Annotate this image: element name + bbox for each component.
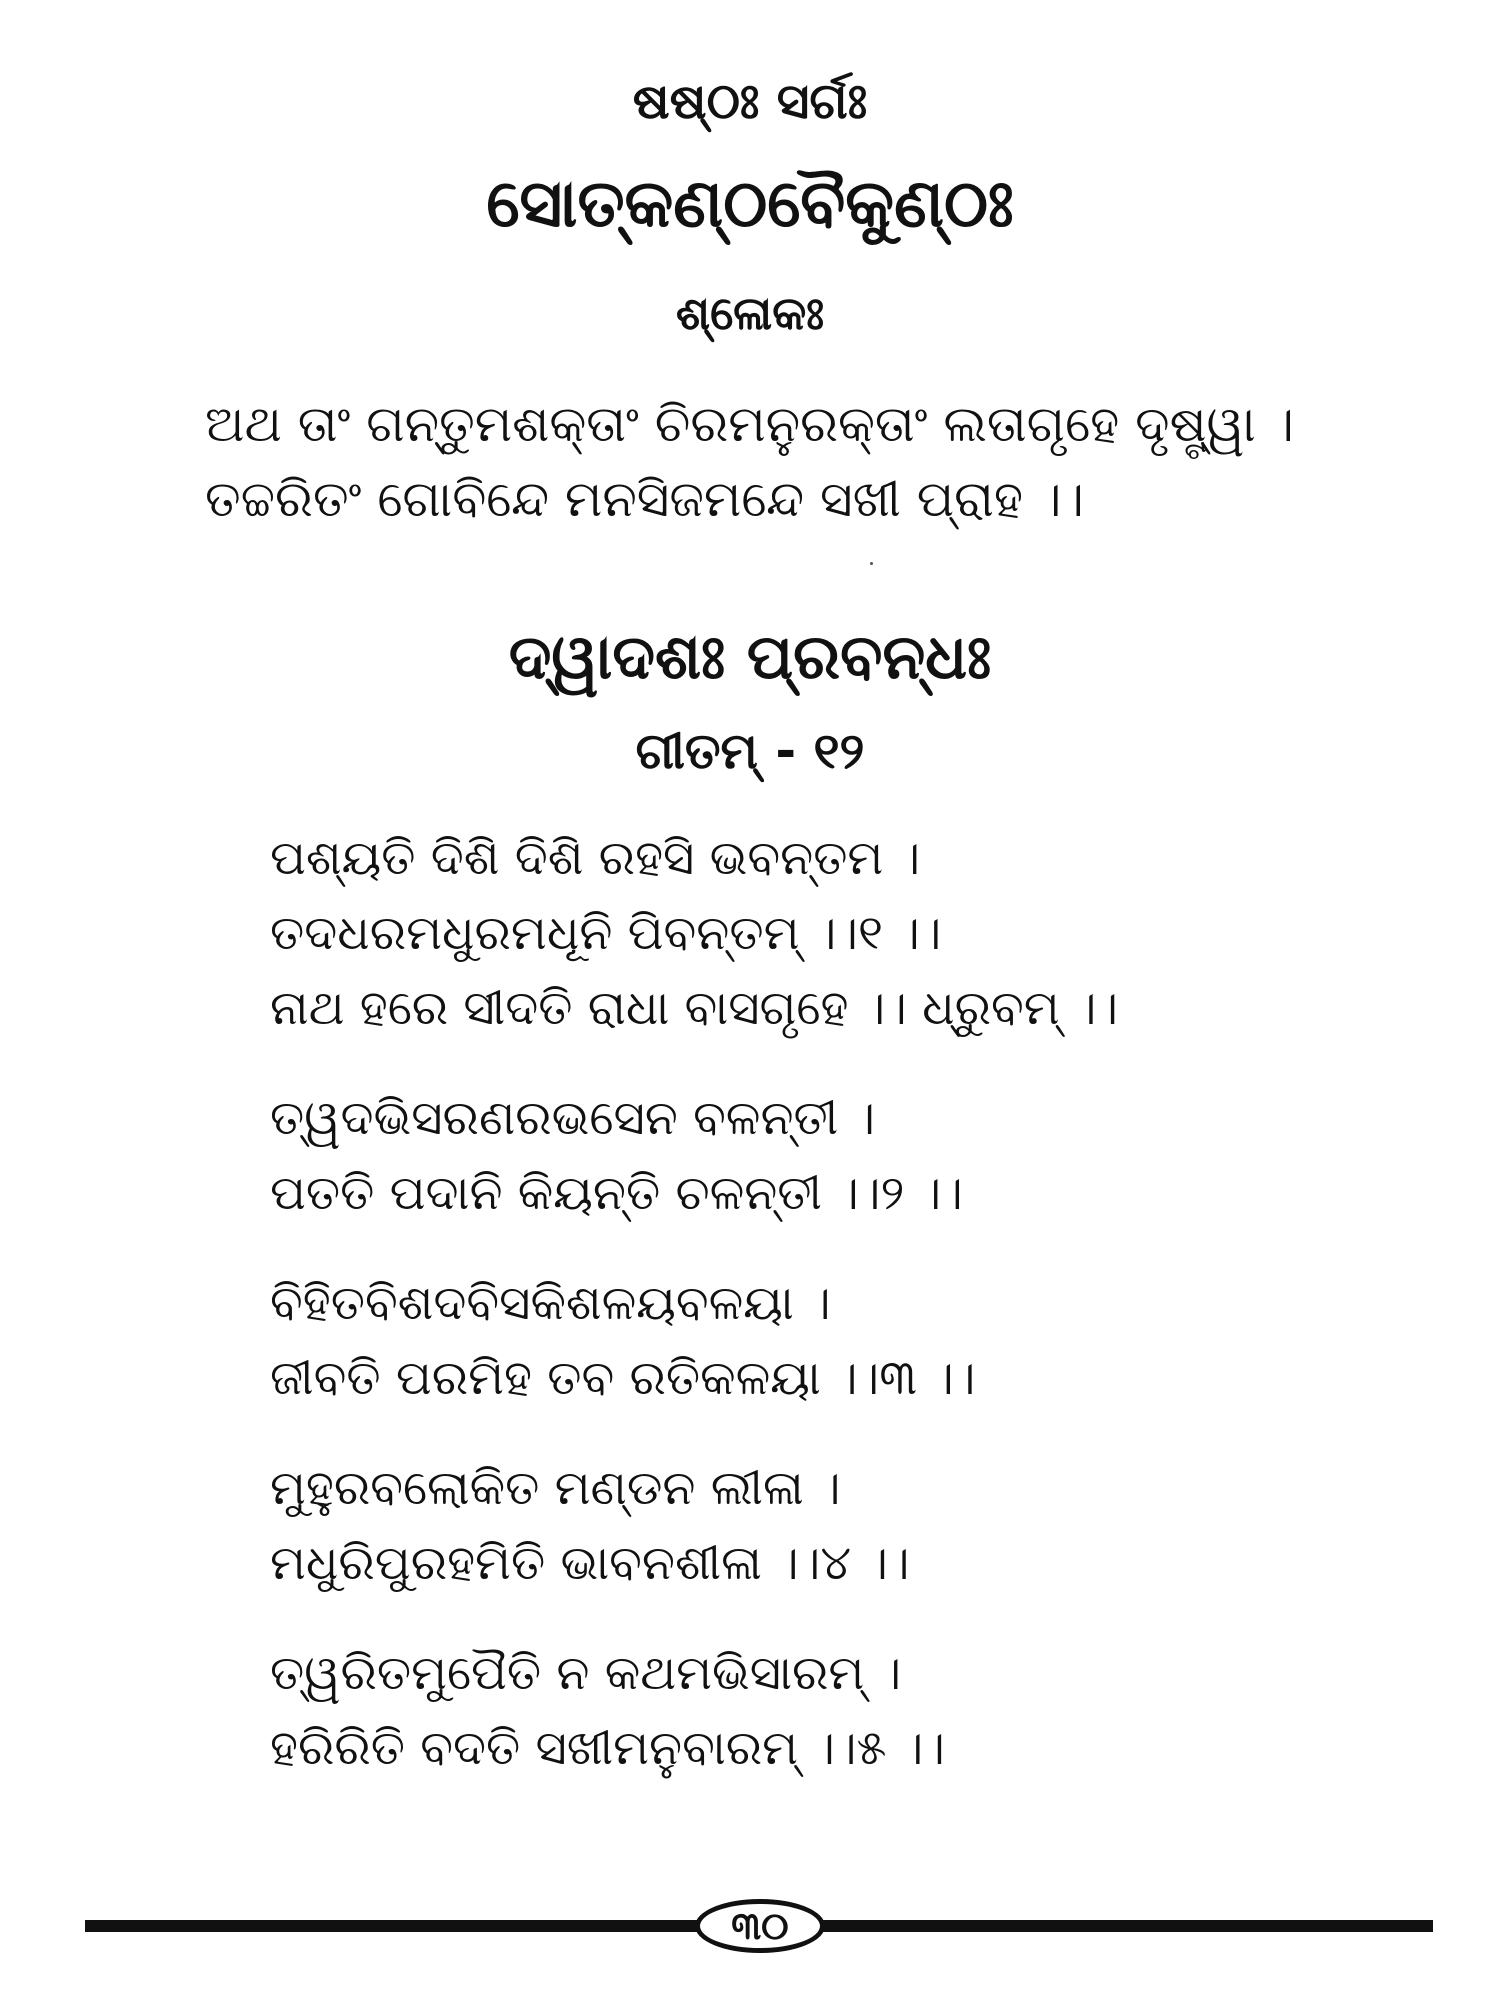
- shloka-label: ଶ୍ଳୋକଃ: [675, 286, 825, 340]
- shloka-line-1: ଅଥ ତାଂ ଗନ୍ତୁମଶକ୍ତାଂ ଚିରମନୁରକ୍ତାଂ ଲତାଗୃହେ ଦୃଷ୍ଟ୍ୱା ।: [205, 395, 1295, 453]
- canto-heading: ଷଷ୍ଠଃ ସର୍ଗଃ: [632, 72, 868, 130]
- verse-line: ତଦଧରମଧୁରମଧୂନି ପିବନ୍ତମ୍ ।।୧ ।।: [270, 905, 942, 961]
- gitam-label: ଗୀତମ୍ - ୧୨: [635, 722, 865, 780]
- verse-line: ବିହିତବିଶଦବିସକିଶଳୟବଳୟା ।: [270, 1275, 831, 1331]
- footer-rule-left: [85, 1920, 697, 1932]
- verse-line: ପଶ୍ୟତି ଦିଶି ଦିଶି ରହସି ଭବନ୍ତମ ।: [270, 830, 921, 886]
- shloka-line-2: ତଚ୍ଚରିତଂ ଗୋବିନ୍ଦେ ମନସିଜମନ୍ଦେ ସଖୀ ପ୍ରାହ ।।: [205, 470, 1084, 528]
- verse-line: ମଧୁରିପୁରହମିତି ଭାବନଶୀଳା ।।୪ ।।: [270, 1535, 910, 1591]
- verse-line: ହରିରିତି ବଦତି ସଖୀମନୁବାରମ୍ ।।୫ ।।: [270, 1720, 945, 1776]
- verse-line: ଜୀବତି ପରମିହ ତବ ରତିକଳୟା ।।୩ ।।: [270, 1350, 976, 1406]
- verse-line: ତ୍ୱରିତମୁପୈତି ନ କଥମଭିସାରମ୍ ।: [270, 1645, 902, 1701]
- verse-line-refrain: ନାଥ ହରେ ସୀଦତି ରାଧା ବାସଗୃହେ ।। ଧ୍ରୁବମ୍ ।।: [270, 980, 1119, 1036]
- prabandha-title: ଦ୍ୱାଦଶଃ ପ୍ରବନ୍ଧଃ: [508, 620, 992, 693]
- page-number: ୩୦: [695, 1899, 825, 1953]
- footer-rule-right: [823, 1920, 1433, 1932]
- canto-title: ସୋତ୍କଣ୍ଠବୈକୁଣ୍ଠଃ: [486, 165, 1014, 242]
- verse-line: ତ୍ୱଦଭିସରଣରଭସେନ ବଳନ୍ତୀ ।: [270, 1090, 876, 1146]
- verse-line: ମୁହୁରବଲୋକିତ ମଣ୍ଡନ ଲୀଳା ।: [270, 1460, 841, 1516]
- print-speck: [870, 562, 873, 565]
- verse-line: ପତତି ପଦାନି କିୟନ୍ତି ଚଳନ୍ତୀ ।।୨ ।।: [270, 1165, 963, 1221]
